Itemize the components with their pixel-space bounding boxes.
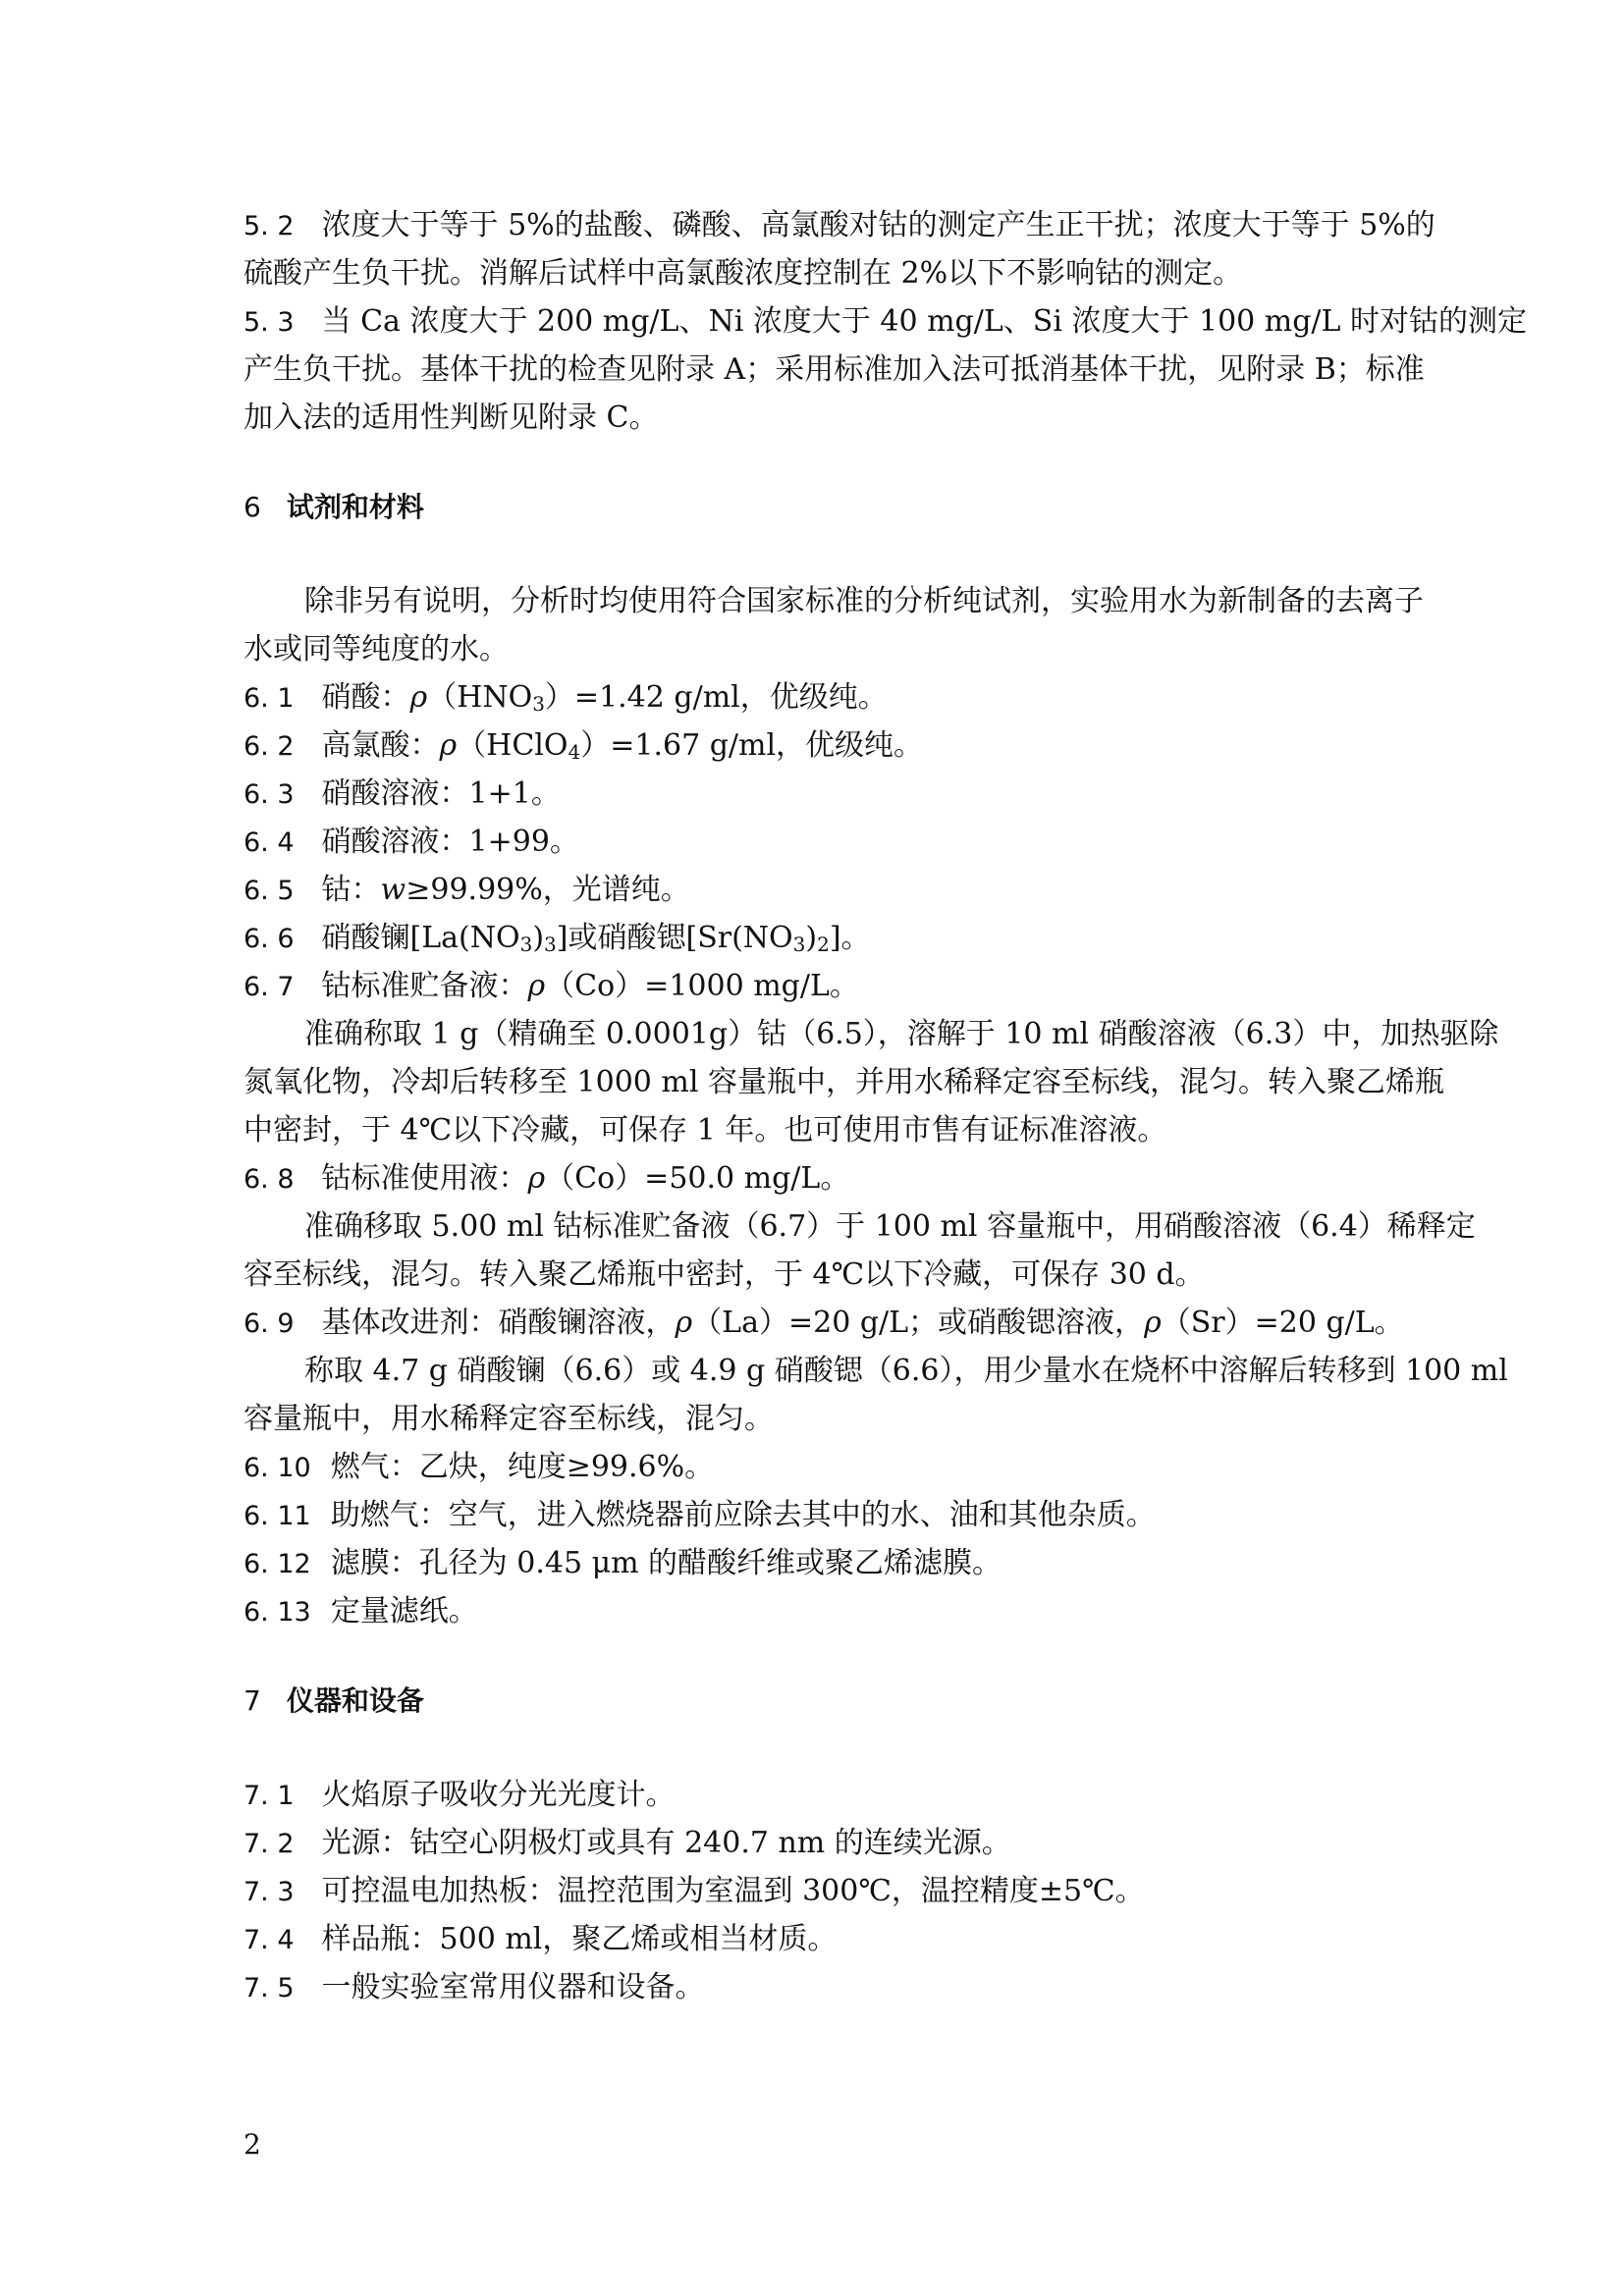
item-text: 定量滤纸。 — [330, 1594, 478, 1629]
subscript: 4 — [568, 740, 581, 764]
clause-number: 5. 2 — [244, 211, 295, 241]
item-text: 可控温电加热板：温控范围为室温到 300℃，温控精度±5℃。 — [321, 1874, 1145, 1908]
item-number: 6. 1 — [244, 683, 295, 714]
item-6-10 — [244, 1443, 1390, 1491]
subscript: 3 — [544, 933, 557, 956]
item-label: 高氯酸： — [321, 728, 440, 763]
clause-5-3-line-1 — [244, 297, 1527, 346]
item-7-5 — [244, 1963, 1390, 2011]
item-value: （Sr）=20 g/L。 — [1161, 1306, 1404, 1340]
item-value: （Co）=1000 mg/L。 — [545, 969, 859, 1003]
symbol-w: w — [380, 873, 406, 907]
item-value: （Co）=50.0 mg/L。 — [545, 1161, 850, 1196]
clause-5-3-line-2: 产生负干扰。基体干扰的检查见附录 A；采用标准加入法可抵消基体干扰，见附录 B；标准 — [244, 352, 1425, 387]
item-value: ≥99.99%，光谱纯。 — [406, 873, 690, 907]
item-6-13 — [244, 1587, 1390, 1635]
item-number: 7. 2 — [244, 1829, 295, 1859]
item-6-8 — [244, 1154, 1390, 1202]
item-text: 火焰原子吸收分光光度计。 — [321, 1778, 676, 1812]
formula-part: 硝酸镧[La(NO — [321, 921, 520, 955]
item-6-9-desc-line-1: 称取 4.7 g 硝酸镧（6.6）或 4.9 g 硝酸锶（6.6），用少量水在烧杯中溶解后转移到 100 ml — [304, 1354, 1508, 1388]
item-6-7-desc-line-2: 氮氧化物，冷却后转移至 1000 ml 容量瓶中，并用水稀释定容至标线，混匀。转入聚乙烯瓶 — [244, 1065, 1444, 1099]
section-title: 试剂和材料 — [286, 491, 424, 523]
section-heading-6 — [244, 483, 1390, 531]
item-number: 6. 3 — [244, 779, 295, 810]
subscript: 3 — [519, 933, 533, 956]
symbol-rho: ρ — [1144, 1306, 1162, 1340]
item-number: 6. 11 — [244, 1501, 311, 1531]
item-6-11 — [244, 1491, 1390, 1539]
formula-part: ]或硝酸锶[Sr(NO — [556, 921, 793, 955]
item-6-9-desc-line-2: 容量瓶中，用水稀释定容至标线，混匀。 — [244, 1402, 774, 1436]
item-number: 6. 2 — [244, 731, 295, 762]
symbol-rho: ρ — [409, 680, 428, 715]
symbol-rho: ρ — [527, 969, 546, 1003]
item-label: 硝酸： — [321, 680, 410, 715]
item-number: 6. 5 — [244, 876, 295, 906]
document-body — [244, 201, 1527, 2011]
item-text: 硝酸溶液：1+99。 — [321, 825, 579, 859]
item-6-4 — [244, 818, 1390, 866]
item-number: 6. 12 — [244, 1549, 311, 1579]
subscript: 3 — [532, 692, 545, 716]
item-number: 6. 9 — [244, 1308, 295, 1339]
formula-part: （HClO — [457, 728, 568, 763]
item-text: 光源：钴空心阴极灯或具有 240.7 nm 的连续光源。 — [321, 1826, 1011, 1860]
item-6-9 — [244, 1299, 1404, 1347]
page-number: 2 — [244, 2128, 261, 2161]
item-number: 7. 3 — [244, 1877, 295, 1907]
item-number: 7. 1 — [244, 1781, 295, 1811]
symbol-rho: ρ — [527, 1161, 546, 1196]
item-label: 钴标准贮备液： — [321, 969, 528, 1003]
item-text: 燃气：乙炔，纯度≥99.6%。 — [330, 1450, 715, 1484]
item-6-7-desc-line-3: 中密封，于 4℃以下冷藏，可保存 1 年。也可使用市售有证标准溶液。 — [244, 1113, 1167, 1148]
section-heading-7 — [244, 1677, 1390, 1725]
formula-part: ) — [532, 921, 545, 955]
item-text: 硝酸溶液：1+1。 — [321, 776, 561, 811]
subscript: 2 — [817, 933, 830, 956]
item-7-1 — [244, 1771, 1390, 1819]
item-number: 6. 7 — [244, 972, 295, 1002]
item-label: 钴标准使用液： — [321, 1161, 528, 1196]
item-6-8-desc-line-2: 容至标线，混匀。转入聚乙烯瓶中密封，于 4℃以下冷藏，可保存 30 d。 — [244, 1257, 1205, 1292]
item-text: 滤膜：孔径为 0.45 μm 的醋酸纤维或聚乙烯滤膜。 — [330, 1546, 1002, 1580]
item-number: 7. 5 — [244, 1973, 295, 2003]
item-value: ）=1.42 g/ml，优级纯。 — [544, 680, 888, 715]
item-6-12 — [244, 1539, 1390, 1587]
section-title: 仪器和设备 — [286, 1684, 424, 1717]
item-number: 7. 4 — [244, 1925, 295, 1955]
item-number: 6. 6 — [244, 924, 295, 954]
section-number: 7 — [244, 1684, 261, 1717]
subscript: 3 — [792, 933, 806, 956]
formula-part: ]。 — [829, 921, 871, 955]
clause-5-3-line-3: 加入法的适用性判断见附录 C。 — [244, 400, 659, 435]
item-6-7 — [244, 962, 1390, 1010]
item-text: 一般实验室常用仪器和设备。 — [321, 1970, 705, 2004]
symbol-rho: ρ — [439, 728, 458, 763]
item-6-1 — [244, 673, 1390, 721]
formula-part: （HNO — [427, 680, 533, 715]
clause-number: 5. 3 — [244, 307, 295, 338]
item-6-5 — [244, 866, 1390, 914]
item-6-8-desc-line-1: 准确移取 5.00 ml 钴标准贮备液（6.7）于 100 ml 容量瓶中，用硝酸溶液（6.4）稀释定 — [304, 1209, 1476, 1244]
item-label: 钴： — [321, 873, 381, 907]
item-6-6 — [244, 914, 1390, 962]
item-number: 6. 13 — [244, 1597, 311, 1628]
item-6-3 — [244, 770, 1390, 818]
item-number: 6. 8 — [244, 1164, 295, 1195]
item-7-2 — [244, 1819, 1390, 1867]
item-7-3 — [244, 1867, 1390, 1915]
item-label: 基体改进剂：硝酸镧溶液， — [321, 1306, 676, 1340]
item-value: ）=1.67 g/ml，优级纯。 — [580, 728, 924, 763]
clause-text: 当 Ca 浓度大于 200 mg/L、Ni 浓度大于 40 mg/L、Si 浓度大于 100 mg/L 时对钴的测定 — [321, 304, 1527, 339]
symbol-rho: ρ — [675, 1306, 693, 1340]
item-value: （La）=20 g/L；或硝酸锶溶液， — [692, 1306, 1145, 1340]
clause-5-2-line-2: 硫酸产生负干扰。消解后试样中高氯酸浓度控制在 2%以下不影响钴的测定。 — [244, 256, 1243, 291]
item-6-2 — [244, 721, 1390, 770]
formula-part: ) — [805, 921, 818, 955]
item-number: 6. 10 — [244, 1453, 311, 1483]
item-6-7-desc-line-1: 准确称取 1 g（精确至 0.0001g）钴（6.5），溶解于 10 ml 硝酸溶液（6.3）中，加热驱除 — [304, 1017, 1499, 1051]
clause-text: 浓度大于等于 5%的盐酸、磷酸、高氯酸对钴的测定产生正干扰；浓度大于等于 5%的 — [321, 208, 1435, 242]
section-6-intro-line-2: 水或同等纯度的水。 — [244, 632, 509, 667]
item-text: 样品瓶：500 ml，聚乙烯或相当材质。 — [321, 1922, 838, 1956]
section-6-intro-line-1: 除非另有说明，分析时均使用符合国家标准的分析纯试剂，实验用水为新制备的去离子 — [304, 584, 1424, 618]
item-text: 助燃气：空气，进入燃烧器前应除去其中的水、油和其他杂质。 — [330, 1498, 1156, 1532]
item-7-4 — [244, 1915, 1390, 1963]
clause-5-2-line-1 — [244, 201, 1435, 249]
section-number: 6 — [244, 491, 261, 523]
item-number: 6. 4 — [244, 828, 295, 858]
